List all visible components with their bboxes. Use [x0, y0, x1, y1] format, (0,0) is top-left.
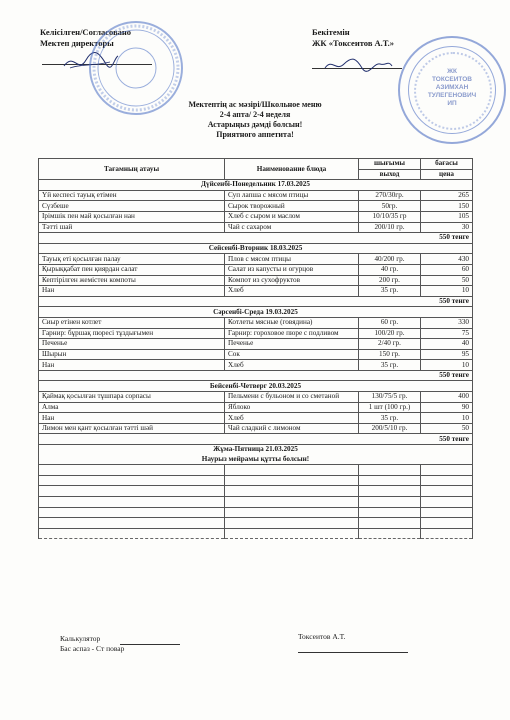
- empty-cell: [359, 518, 421, 529]
- dish-price: 10: [421, 413, 473, 424]
- header-row: [39, 159, 473, 170]
- empty-row: [39, 465, 473, 476]
- dish-name-ru: Чай с сахаром: [225, 222, 359, 233]
- dish-price: 90: [421, 402, 473, 413]
- dish-name-ru: Салат из капусты и огурцов: [225, 264, 359, 275]
- dish-name-ru: Яблоко: [225, 402, 359, 413]
- dish-name-ru: Котлеты мясные (говядина): [225, 317, 359, 328]
- empty-row: [39, 486, 473, 497]
- table-row: [39, 264, 473, 275]
- table-row: [39, 201, 473, 212]
- table-row: [39, 222, 473, 233]
- empty-cell: [421, 465, 473, 476]
- menu-title: [0, 100, 510, 140]
- friday-body: [39, 445, 473, 465]
- empty-cell: [39, 465, 225, 476]
- empty-cell: [359, 507, 421, 518]
- empty-cell: [39, 528, 225, 539]
- table-row: [39, 339, 473, 350]
- dish-output: 2/40 гр.: [359, 339, 421, 350]
- dish-name-ru: Сок: [225, 349, 359, 360]
- dish-name-ru: Печенье: [225, 339, 359, 350]
- dish-name-ru: Плов с мясом птицы: [225, 254, 359, 265]
- empty-cell: [39, 475, 225, 486]
- stamp-text-1: ЖК: [447, 68, 457, 75]
- footer-left: [60, 634, 124, 654]
- calculator-label: Калькулятор: [60, 634, 101, 643]
- title-line-2: 2-4 апта/ 2-4 неделя: [219, 110, 291, 119]
- col-output-top: шығымы: [359, 159, 421, 170]
- entrepreneur-label: ЖК «Токсеитов А.Т.»: [312, 38, 394, 48]
- day-title-row: [39, 180, 473, 191]
- dish-name-kz: Кептірілген жемістен компоты: [39, 275, 225, 286]
- friday-title-row: [39, 445, 473, 455]
- friday-title: Жұма-Пятница 21.03.2025: [39, 445, 473, 455]
- dish-price: 430: [421, 254, 473, 265]
- dish-price: 30: [421, 222, 473, 233]
- dish-name-ru: Суп лапша с мясом птицы: [225, 190, 359, 201]
- table-row: [39, 423, 473, 434]
- table-row: [39, 402, 473, 413]
- dish-name-ru: Хлеб: [225, 286, 359, 297]
- footer-right-name: Токсеитов А.Т.: [298, 632, 346, 641]
- dish-price: 95: [421, 349, 473, 360]
- day-total: 550 тенге: [39, 434, 473, 445]
- empty-cell: [421, 528, 473, 539]
- dish-name-kz: Печенье: [39, 339, 225, 350]
- friday-subtitle: Наурыз мейрамы құтты болсын!: [39, 455, 473, 465]
- empty-cell: [225, 486, 359, 497]
- col-name-kz: Тағамның атауы: [39, 159, 225, 180]
- empty-cell: [359, 486, 421, 497]
- empty-cell: [39, 486, 225, 497]
- empty-cell: [359, 497, 421, 508]
- empty-row: [39, 528, 473, 539]
- col-name-ru: Наименование блюда: [225, 159, 359, 180]
- table-row: [39, 413, 473, 424]
- table-row: [39, 328, 473, 339]
- dish-name-kz: Қырыққабат пен қиярдан салат: [39, 264, 225, 275]
- footer-signature-line: [298, 652, 408, 653]
- dish-price: 50: [421, 423, 473, 434]
- dish-price: 265: [421, 190, 473, 201]
- day-total: 550 тенге: [39, 370, 473, 381]
- empty-row: [39, 497, 473, 508]
- stamp-text-3: АЗИМХАН: [435, 84, 469, 91]
- day-title-row: [39, 381, 473, 392]
- dish-price: 40: [421, 339, 473, 350]
- dish-name-kz: Сүзбеше: [39, 201, 225, 212]
- agreed-label: Келісілген/Согласовано: [40, 27, 132, 37]
- dish-price: 400: [421, 392, 473, 403]
- table-row: [39, 254, 473, 265]
- table-row: [39, 275, 473, 286]
- director-label: Мектеп директоры: [40, 38, 114, 48]
- empty-cell: [421, 497, 473, 508]
- col-price-bottom: цена: [421, 169, 473, 180]
- dish-name-kz: Тауық еті қосылған палау: [39, 254, 225, 265]
- empty-cell: [359, 528, 421, 539]
- calculator-signature-line: [120, 644, 180, 645]
- empty-cell: [421, 475, 473, 486]
- empty-cell: [421, 486, 473, 497]
- dish-name-kz: Нан: [39, 286, 225, 297]
- dish-output: 200/5/10 гр.: [359, 423, 421, 434]
- table-row: [39, 360, 473, 371]
- dish-output: 40/200 гр.: [359, 254, 421, 265]
- dish-name-kz: Ірімшік пен май қосылған нан: [39, 211, 225, 222]
- title-line-1: Мектептің ас мәзірі/Школьное меню: [188, 100, 322, 109]
- table-row: [39, 349, 473, 360]
- empty-cell: [359, 465, 421, 476]
- blank-rows: [39, 465, 473, 539]
- empty-cell: [225, 528, 359, 539]
- dish-price: 10: [421, 360, 473, 371]
- table-row: [39, 211, 473, 222]
- friday-subtitle-row: [39, 455, 473, 465]
- total-row: [39, 296, 473, 307]
- empty-cell: [225, 518, 359, 529]
- dish-output: 200/10 гр.: [359, 222, 421, 233]
- day-title: Сейсенбі-Вторник 18.03.2025: [39, 243, 473, 254]
- dish-name-ru: Гарнир: гороховое пюре с подливом: [225, 328, 359, 339]
- dish-name-ru: Сырок творожный: [225, 201, 359, 212]
- dish-output: 40 гр.: [359, 264, 421, 275]
- empty-cell: [421, 518, 473, 529]
- dish-name-ru: Хлеб с сыром и маслом: [225, 211, 359, 222]
- dish-output: 35 гр.: [359, 286, 421, 297]
- total-row: [39, 434, 473, 445]
- total-row: [39, 233, 473, 244]
- approve-label: Бекітемін: [312, 27, 350, 37]
- table-row: [39, 392, 473, 403]
- day-title: Сәрсенбі-Среда 19.03.2025: [39, 307, 473, 318]
- dish-name-kz: Сиыр етінен котлет: [39, 317, 225, 328]
- empty-cell: [359, 475, 421, 486]
- empty-cell: [421, 507, 473, 518]
- dish-output: 50гр.: [359, 201, 421, 212]
- empty-row: [39, 475, 473, 486]
- day-title-row: [39, 243, 473, 254]
- dish-price: 105: [421, 211, 473, 222]
- dish-output: 270/30гр.: [359, 190, 421, 201]
- menu-table: [38, 158, 473, 539]
- day-title-row: [39, 307, 473, 318]
- day-total: 550 тенге: [39, 296, 473, 307]
- empty-cell: [225, 465, 359, 476]
- empty-cell: [39, 518, 225, 529]
- dish-price: 330: [421, 317, 473, 328]
- dish-name-kz: Тәтті шай: [39, 222, 225, 233]
- dish-name-ru: Хлеб: [225, 360, 359, 371]
- total-row: [39, 370, 473, 381]
- dish-price: 60: [421, 264, 473, 275]
- day-title: Бейсенбі-Четверг 20.03.2025: [39, 381, 473, 392]
- dish-name-kz: Гарнир: бұршақ пюресі тұздығымен: [39, 328, 225, 339]
- dish-name-ru: Компот из сухофруктов: [225, 275, 359, 286]
- empty-row: [39, 507, 473, 518]
- dish-output: 1 шт (100 гр.): [359, 402, 421, 413]
- dish-name-kz: Үй кеспесі тауық етімен: [39, 190, 225, 201]
- dish-price: 50: [421, 275, 473, 286]
- dish-name-ru: Чай сладкий с лимоном: [225, 423, 359, 434]
- header-right: [312, 27, 394, 49]
- dish-output: 10/10/35 гр: [359, 211, 421, 222]
- day-total: 550 тенге: [39, 233, 473, 244]
- table-row: [39, 317, 473, 328]
- table-row: [39, 286, 473, 297]
- dish-name-kz: Нан: [39, 360, 225, 371]
- days-body: [39, 180, 473, 445]
- dish-output: 200 гр.: [359, 275, 421, 286]
- dish-output: 35 гр.: [359, 360, 421, 371]
- dish-output: 35 гр.: [359, 413, 421, 424]
- dish-output: 130/75/5 гр.: [359, 392, 421, 403]
- dish-name-kz: Шырын: [39, 349, 225, 360]
- dish-name-kz: Алма: [39, 402, 225, 413]
- dish-output: 150 гр.: [359, 349, 421, 360]
- title-line-3: Астарыңыз дәмді болсын!: [207, 120, 303, 129]
- stamp-text-2: ТОКСЕИТОВ: [431, 76, 472, 83]
- table-row: [39, 190, 473, 201]
- dish-price: 75: [421, 328, 473, 339]
- stamp-text-5: ИП: [447, 100, 457, 107]
- empty-cell: [39, 497, 225, 508]
- col-price-top: бағасы: [421, 159, 473, 170]
- dish-name-ru: Пельмени с бульоном и со сметаной: [225, 392, 359, 403]
- empty-cell: [225, 507, 359, 518]
- empty-cell: [225, 497, 359, 508]
- day-title: Дүйсенбі-Понедельник 17.03.2025: [39, 180, 473, 191]
- col-output-bottom: выход: [359, 169, 421, 180]
- stamp-text-4: ТУЛЕГЕНОВИЧ: [427, 92, 477, 99]
- dish-name-kz: Нан: [39, 413, 225, 424]
- approver-signature: [322, 54, 394, 76]
- dish-price: 150: [421, 201, 473, 212]
- chef-label: Бас аспаз - Ст повар: [60, 644, 125, 653]
- empty-cell: [39, 507, 225, 518]
- dish-output: 100/20 гр.: [359, 328, 421, 339]
- title-line-4: Приятного аппетита!: [216, 130, 294, 139]
- empty-row: [39, 518, 473, 529]
- dish-price: 10: [421, 286, 473, 297]
- dish-name-ru: Хлеб: [225, 413, 359, 424]
- dish-name-kz: Лимон мен қант қосылған тәтті шәй: [39, 423, 225, 434]
- empty-cell: [225, 475, 359, 486]
- dish-output: 60 гр.: [359, 317, 421, 328]
- dish-name-kz: Қаймақ қосылған тұшпара сорпасы: [39, 392, 225, 403]
